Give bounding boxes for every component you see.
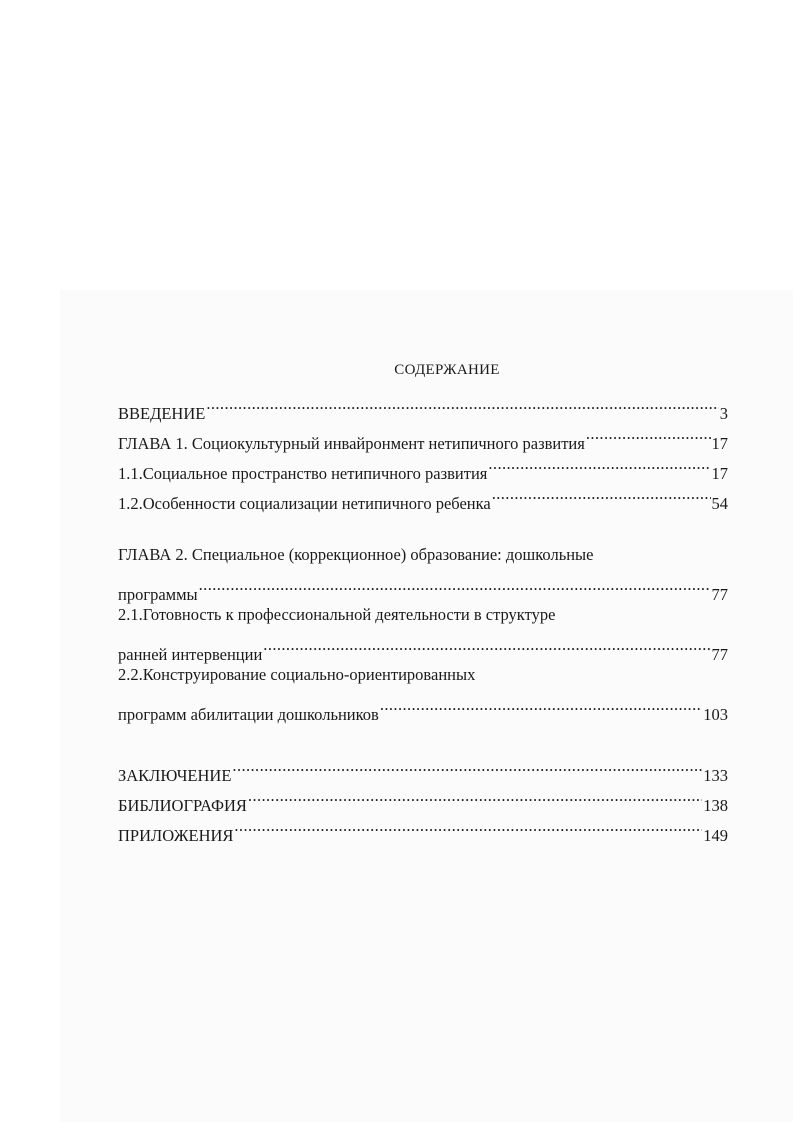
toc-entry-label: ранней интервенции <box>118 645 263 664</box>
toc-entry-section-2-1 <box>118 630 728 664</box>
toc-entry-chapter-1 <box>118 419 728 453</box>
toc-entry-label: ЗАКЛЮЧЕНИЕ <box>118 766 232 785</box>
toc-entry-label: программ абилитации дошкольников <box>118 705 379 724</box>
toc-leader-dots <box>492 479 711 509</box>
toc-entry-section-2-2 <box>118 690 728 724</box>
table-of-contents <box>118 360 728 845</box>
toc-entry-page: 77 <box>711 645 728 664</box>
toc-leader-dots <box>232 751 702 781</box>
toc-leader-dots <box>380 690 702 720</box>
toc-entry-label: ПРИЛОЖЕНИЯ <box>118 826 234 845</box>
toc-entry-page: 149 <box>703 826 728 845</box>
toc-leader-dots <box>488 449 710 479</box>
toc-leader-dots <box>248 781 702 811</box>
toc-entry-section-2-1-line1: 2.1.Готовность к профессиональной деятельности в структуре <box>118 605 556 624</box>
toc-leader-dots <box>199 570 711 600</box>
toc-entry-label: БИБЛИОГРАФИЯ <box>118 796 247 815</box>
toc-entry-chapter-2 <box>118 570 728 604</box>
toc-leader-dots <box>263 630 710 660</box>
toc-entry-page: 3 <box>719 404 728 423</box>
toc-entry-section-2-2-line1: 2.2.Конструирование социально-ориентированных <box>118 665 476 684</box>
toc-entry-label: программы <box>118 585 198 604</box>
toc-leader-dots <box>206 389 718 419</box>
toc-entry-page: 133 <box>703 766 728 785</box>
toc-entry-page: 77 <box>711 585 728 604</box>
toc-entry-page: 103 <box>703 705 728 724</box>
toc-entry-page: 138 <box>703 796 728 815</box>
toc-entry-label: 1.2.Особенности социализации нетипичного ребенка <box>118 494 491 513</box>
toc-leader-dots <box>234 811 702 841</box>
toc-leader-dots <box>586 419 711 449</box>
toc-entry-page: 17 <box>711 434 728 453</box>
toc-entry-page: 17 <box>711 464 728 483</box>
toc-entry-label: ВВЕДЕНИЕ <box>118 404 206 423</box>
toc-entry-introduction <box>118 389 728 423</box>
toc-entry-page: 54 <box>711 494 728 513</box>
toc-title: СОДЕРЖАНИЕ <box>394 362 500 378</box>
toc-entry-label: ГЛАВА 1. Социокультурный инвайронмент нетипичного развития <box>118 434 585 453</box>
toc-entry-label: 1.1.Социальное пространство нетипичного развития <box>118 464 488 483</box>
toc-entry-chapter-2-line1: ГЛАВА 2. Специальное (коррекционное) образование: дошкольные <box>118 545 594 564</box>
toc-entry-conclusion <box>118 751 728 785</box>
